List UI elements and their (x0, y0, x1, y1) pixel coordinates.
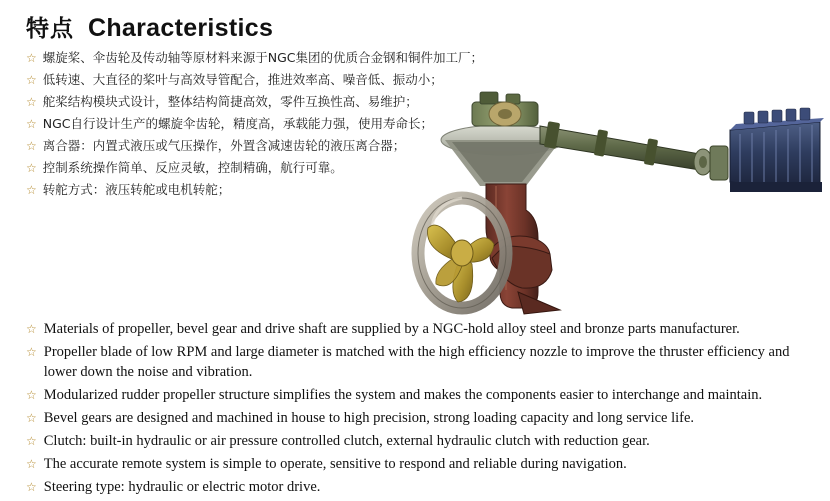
azimuth-rudder-propeller-illustration (400, 78, 830, 318)
list-item (26, 320, 806, 340)
star-icon: ☆ (26, 139, 37, 153)
star-icon: ☆ (26, 456, 37, 471)
list-item (26, 343, 806, 382)
list-item-label: Modularized rudder propeller structure simplifies the system and makes the components easier to interchange and maintain. (43, 386, 763, 403)
list-item-label: 控制系统操作简单、反应灵敏，控制精确，航行可靠。 (42, 160, 343, 175)
list-item-label: 转舵方式：液压转舵或电机转舵； (42, 182, 231, 197)
star-icon: ☆ (26, 95, 37, 109)
list-item-label: NGC自行设计生产的螺旋伞齿轮，精度高，承载能力强，使用寿命长； (42, 116, 434, 131)
star-icon: ☆ (26, 117, 37, 131)
list-item-label: Steering type: hydraulic or electric motor drive. (43, 478, 321, 495)
star-icon: ☆ (26, 345, 37, 359)
list-item (26, 48, 526, 69)
list-item-label: Bevel gears are designed and machined in house to high precision, strong loading capacity and long service life. (43, 409, 695, 426)
star-icon: ☆ (26, 410, 37, 425)
page-title-chinese: 特点 (26, 16, 74, 42)
list-item-label: 舵桨结构模块式设计，整体结构简捷高效，零件互换性高、易维护； (42, 94, 418, 109)
list-item (26, 478, 806, 498)
star-icon: ☆ (26, 161, 37, 175)
page-title-english: Characteristics (88, 14, 274, 42)
star-icon: ☆ (26, 183, 37, 197)
star-icon: ☆ (26, 479, 37, 494)
star-icon: ☆ (26, 433, 37, 448)
star-icon: ☆ (26, 73, 37, 87)
list-item (26, 432, 806, 452)
english-feature-list (26, 320, 806, 501)
list-item-label: Materials of propeller, bevel gear and drive shaft are supplied by a NGC-hold alloy steel and bronze parts manufacturer. (43, 321, 740, 337)
list-item-label: 螺旋桨、伞齿轮及传动轴等原材料来源于NGC集团的优质合金钢和铜件加工厂； (42, 50, 484, 65)
list-item (26, 455, 806, 475)
list-item-label: 低转速、大直径的桨叶与高效导管配合，推进效率高、噪音低、振动小； (42, 72, 443, 87)
list-item-label: Clutch: built-in hydraulic or air pressure controlled clutch, external hydraulic clutch with reduction gear. (43, 432, 650, 449)
star-icon: ☆ (26, 322, 37, 336)
list-item-label: The accurate remote system is simple to operate, sensitive to respond and reliable during navigation. (43, 455, 627, 472)
star-icon: ☆ (26, 51, 37, 65)
list-item-label: 离合器：内置式液压或气压操作，外置含减速齿轮的液压离合器； (42, 138, 406, 153)
list-item (26, 386, 806, 406)
list-item (26, 409, 806, 429)
list-item-label: Propeller blade of low RPM and large diameter is matched with the high efficiency nozzle to improve the thruster efficiency and lower down the noise and vibration. (43, 344, 790, 380)
star-icon: ☆ (26, 387, 37, 402)
page-title (26, 10, 273, 43)
